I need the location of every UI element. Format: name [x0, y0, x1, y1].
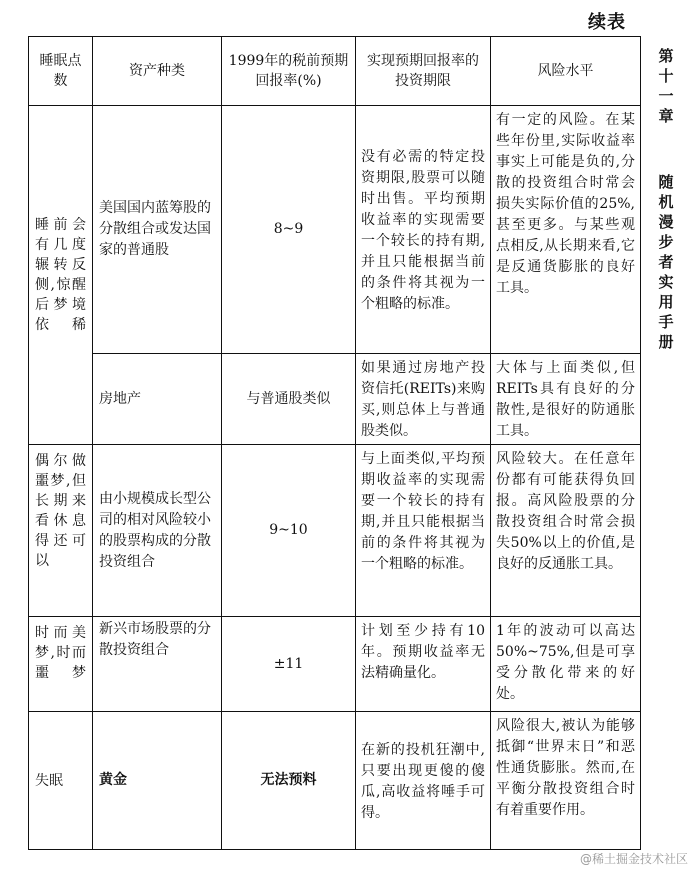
risk-cell: 有一定的风险。在某些年份里,实际收益率事实上可能是负的,分散的投资组合时常会损失实际价值的25%,甚至更多。与某些观点相反,从长期来看,它是反通货膨胀的良好工具。 [491, 106, 641, 354]
horizon-cell: 如果通过房地产投资信托(REITs)来购买,则总体上与普通股类似。 [356, 354, 491, 445]
table-header-row [29, 37, 641, 106]
table-row [29, 712, 641, 850]
header-risk: 风险水平 [491, 37, 641, 106]
table-row [29, 354, 641, 445]
rating-cell: 失眠 [29, 712, 93, 850]
header-asset: 资产种类 [93, 37, 222, 106]
asset-cell: 黄金 [93, 712, 222, 850]
side-running-head [654, 46, 678, 352]
watermark: @稀土掘金技术社区 [579, 852, 688, 866]
rating-cell: 偶尔做噩梦,但长期来看休息得还可以 [29, 445, 93, 617]
asset-cell: 新兴市场股票的分散投资组合 [93, 617, 222, 712]
table-row [29, 106, 641, 354]
risk-cell: 风险很大,被认为能够抵御“世界末日”和恶性通货膨胀。然而,在平衡分散投资组合时有着重要作用。 [491, 712, 641, 850]
risk-cell: 风险较大。在任意年份都有可能获得负回报。高风险股票的分散投资组合时常会损失50%以上的价值,是良好的反通胀工具。 [491, 445, 641, 617]
book-title: 随机漫步者实用手册 [658, 173, 674, 351]
header-horizon: 实现预期回报率的投资期限 [356, 37, 491, 106]
asset-cell: 房地产 [93, 354, 222, 445]
return-cell: 9~10 [222, 445, 356, 617]
asset-cell: 美国国内蓝筹股的分散组合或发达国家的普通股 [93, 106, 222, 354]
header-rating: 睡眠点数 [29, 37, 93, 106]
rating-cell: 睡前会有几度辗转反侧,惊醒后梦境依稀 [29, 106, 93, 445]
return-cell: ±11 [222, 617, 356, 712]
risk-cell: 1年的波动可以高达50%~75%,但是可享受分散化带来的好处。 [491, 617, 641, 712]
table-row [29, 445, 641, 617]
horizon-cell: 在新的投机狂潮中,只要出现更傻的傻瓜,高收益将唾手可得。 [356, 712, 491, 850]
return-cell: 8~9 [222, 106, 356, 354]
risk-cell: 大体与上面类似,但REITs具有良好的分散性,是很好的防通胀工具。 [491, 354, 641, 445]
return-cell: 与普通股类似 [222, 354, 356, 445]
continued-label: 续表 [588, 12, 626, 33]
table-row [29, 617, 641, 712]
header-return: 1999年的税前预期回报率(%) [222, 37, 356, 106]
investment-table [28, 36, 641, 850]
asset-cell: 由小规模成长型公司的相对风险较小的股票构成的分散投资组合 [93, 445, 222, 617]
return-cell: 无法预料 [222, 712, 356, 850]
chapter-label: 第十一章 [658, 47, 674, 125]
horizon-cell: 与上面类似,平均预期收益率的实现需要一个较长的持有期,并且只能根据当前的条件将其视为一个粗略的标准。 [356, 445, 491, 617]
rating-cell: 时而美梦,时而噩梦 [29, 617, 93, 712]
horizon-cell: 没有必需的特定投资期限,股票可以随时出售。平均预期收益率的实现需要一个较长的持有期,并且只能根据当前的条件将其视为一个粗略的标准。 [356, 106, 491, 354]
horizon-cell: 计划至少持有10年。预期收益率无法精确量化。 [356, 617, 491, 712]
